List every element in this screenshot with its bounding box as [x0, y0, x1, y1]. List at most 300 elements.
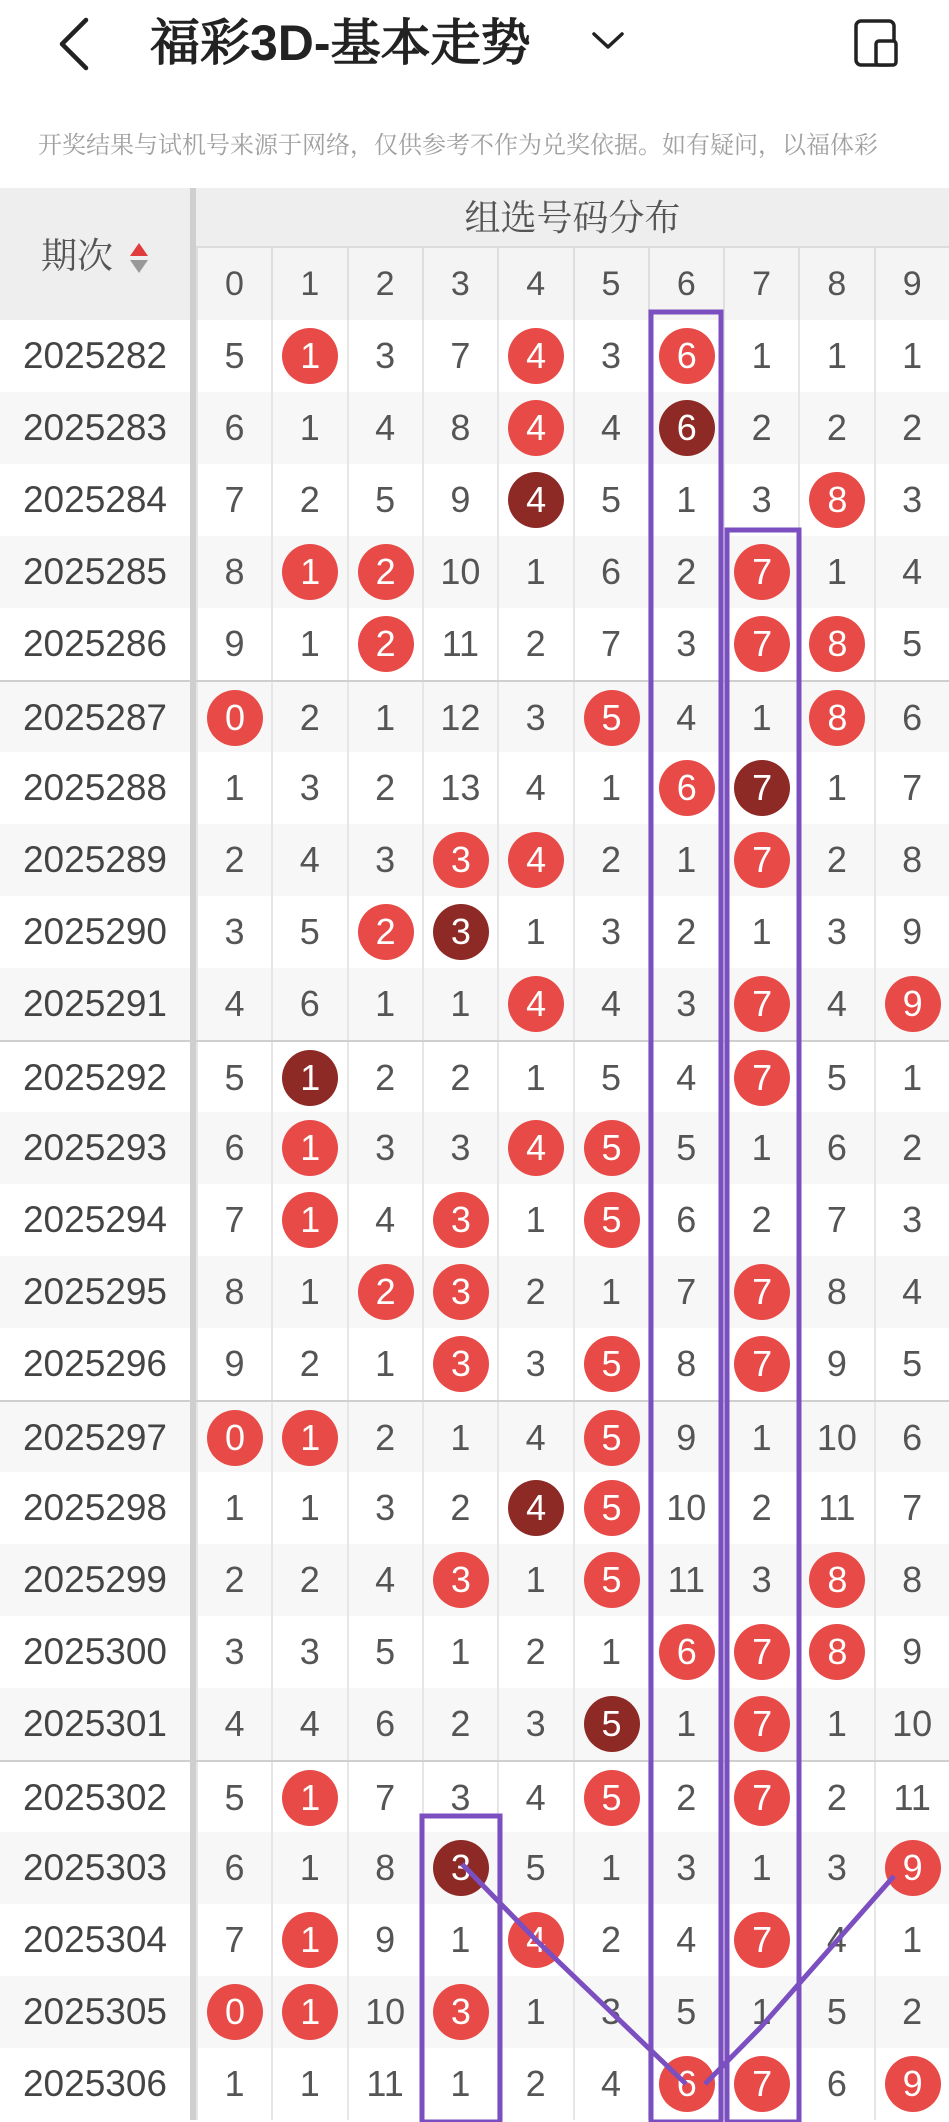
omission-cell-3: 13 — [422, 752, 497, 824]
chevron-left-icon — [52, 14, 100, 74]
omission-cell-9: 1 — [874, 320, 949, 392]
omission-cell-0: 5 — [196, 1762, 271, 1834]
repeat-number-ball: 3 — [433, 904, 489, 960]
omission-cell-6: 2 — [648, 1762, 723, 1834]
omission-cell-6: 8 — [648, 1328, 723, 1400]
drawn-number-ball: 5 — [584, 1480, 640, 1536]
drawn-number-ball: 1 — [282, 544, 338, 600]
digit-header-1: 1 — [271, 248, 346, 320]
drawn-number-ball: 7 — [734, 1050, 790, 1106]
hit-cell-7 — [723, 1616, 798, 1688]
omission-cell-1: 4 — [271, 824, 346, 896]
omission-cell-7: 1 — [723, 1402, 798, 1474]
hit-cell-1 — [271, 1042, 346, 1114]
omission-cell-2: 6 — [347, 1688, 422, 1760]
issue-number: 2025302 — [0, 1762, 196, 1834]
hit-cell-4 — [497, 392, 572, 464]
table-row — [0, 1400, 949, 1472]
omission-cell-2: 4 — [347, 1544, 422, 1616]
issue-number: 2025298 — [0, 1472, 196, 1544]
drawn-number-ball: 1 — [282, 1410, 338, 1466]
drawn-number-ball: 0 — [207, 1984, 263, 2040]
omission-cell-9: 4 — [874, 1256, 949, 1328]
table-row — [0, 392, 949, 464]
omission-cell-1: 3 — [271, 752, 346, 824]
drawn-number-ball: 7 — [734, 1770, 790, 1826]
issue-number: 2025285 — [0, 536, 196, 608]
hit-cell-5 — [573, 1402, 648, 1474]
hit-cell-7 — [723, 1688, 798, 1760]
omission-cell-3: 12 — [422, 682, 497, 754]
drawn-number-ball: 6 — [659, 760, 715, 816]
digit-header-3: 3 — [422, 248, 497, 320]
repeat-number-ball: 4 — [508, 472, 564, 528]
omission-cell-9: 3 — [874, 1184, 949, 1256]
hit-cell-8 — [798, 1544, 873, 1616]
drawn-number-ball: 2 — [358, 616, 414, 672]
table-row — [0, 1472, 949, 1544]
omission-cell-3: 9 — [422, 464, 497, 536]
omission-cell-0: 2 — [196, 824, 271, 896]
omission-cell-2: 7 — [347, 1762, 422, 1834]
drawn-number-ball: 6 — [659, 328, 715, 384]
omission-cell-5: 2 — [573, 824, 648, 896]
omission-cell-6: 5 — [648, 1112, 723, 1184]
drawn-number-ball: 7 — [734, 2056, 790, 2112]
trend-table — [0, 188, 949, 2122]
omission-cell-4: 4 — [497, 1762, 572, 1834]
hit-cell-8 — [798, 1616, 873, 1688]
issue-number: 2025306 — [0, 2048, 196, 2120]
drawn-number-ball: 8 — [809, 1552, 865, 1608]
hit-cell-7 — [723, 2048, 798, 2120]
issue-number: 2025296 — [0, 1328, 196, 1400]
omission-cell-6: 4 — [648, 1042, 723, 1114]
omission-cell-8: 2 — [798, 824, 873, 896]
table-row — [0, 896, 949, 968]
drawn-number-ball: 1 — [282, 1770, 338, 1826]
omission-cell-0: 7 — [196, 464, 271, 536]
table-row — [0, 536, 949, 608]
omission-cell-6: 7 — [648, 1256, 723, 1328]
back-button[interactable] — [52, 14, 100, 74]
sort-icon[interactable] — [129, 241, 149, 275]
drawn-number-ball: 9 — [885, 976, 941, 1032]
omission-cell-8: 3 — [798, 896, 873, 968]
omission-cell-2: 3 — [347, 1472, 422, 1544]
digit-header-row — [196, 248, 949, 320]
hit-cell-7 — [723, 1256, 798, 1328]
repeat-number-ball: 3 — [433, 1840, 489, 1896]
drawn-number-ball: 4 — [508, 328, 564, 384]
digit-header-7: 7 — [723, 248, 798, 320]
omission-cell-0: 6 — [196, 1832, 271, 1904]
hit-cell-0 — [196, 1402, 271, 1474]
omission-cell-3: 8 — [422, 392, 497, 464]
omission-cell-9: 5 — [874, 608, 949, 680]
hit-cell-6 — [648, 752, 723, 824]
omission-cell-5: 5 — [573, 1042, 648, 1114]
table-row — [0, 464, 949, 536]
omission-cell-9: 6 — [874, 1402, 949, 1474]
digit-header-2: 2 — [347, 248, 422, 320]
omission-cell-6: 6 — [648, 1184, 723, 1256]
issue-number: 2025297 — [0, 1402, 196, 1474]
omission-cell-4: 3 — [497, 682, 572, 754]
omission-cell-1: 1 — [271, 608, 346, 680]
hit-cell-9 — [874, 968, 949, 1040]
hit-cell-3 — [422, 1544, 497, 1616]
drawn-number-ball: 1 — [282, 328, 338, 384]
digit-header-8: 8 — [798, 248, 873, 320]
issue-number: 2025305 — [0, 1976, 196, 2048]
omission-cell-7: 2 — [723, 1184, 798, 1256]
hit-cell-1 — [271, 536, 346, 608]
drawn-number-ball: 3 — [433, 1264, 489, 1320]
omission-cell-3: 7 — [422, 320, 497, 392]
omission-cell-9: 11 — [874, 1762, 949, 1834]
table-row — [0, 752, 949, 824]
omission-cell-5: 1 — [573, 1616, 648, 1688]
omission-cell-4: 1 — [497, 1976, 572, 2048]
hit-cell-8 — [798, 608, 873, 680]
omission-cell-0: 5 — [196, 320, 271, 392]
omission-cell-6: 10 — [648, 1472, 723, 1544]
drawn-number-ball: 3 — [433, 1552, 489, 1608]
omission-cell-2: 5 — [347, 1616, 422, 1688]
omission-cell-1: 1 — [271, 1472, 346, 1544]
hit-cell-7 — [723, 824, 798, 896]
omission-cell-6: 3 — [648, 608, 723, 680]
issue-number: 2025295 — [0, 1256, 196, 1328]
drawn-number-ball: 3 — [433, 1336, 489, 1392]
omission-cell-2: 3 — [347, 1112, 422, 1184]
issue-number: 2025288 — [0, 752, 196, 824]
chevron-down-icon — [588, 20, 628, 60]
drawn-number-ball: 5 — [584, 1192, 640, 1248]
hit-cell-4 — [497, 968, 572, 1040]
omission-cell-8: 4 — [798, 1904, 873, 1976]
issue-number: 2025289 — [0, 824, 196, 896]
device-switch-icon — [852, 18, 904, 70]
omission-cell-4: 3 — [497, 1328, 572, 1400]
omission-cell-6: 1 — [648, 1688, 723, 1760]
hit-cell-7 — [723, 1042, 798, 1114]
omission-cell-3: 3 — [422, 1112, 497, 1184]
table-row — [0, 1328, 949, 1400]
hit-cell-2 — [347, 536, 422, 608]
omission-cell-3: 3 — [422, 1762, 497, 1834]
drawn-number-ball: 7 — [734, 1336, 790, 1392]
omission-cell-8: 3 — [798, 1832, 873, 1904]
issue-column-header[interactable] — [0, 188, 196, 320]
omission-cell-0: 3 — [196, 1616, 271, 1688]
drawn-number-ball: 2 — [358, 904, 414, 960]
drawn-number-ball: 3 — [433, 1984, 489, 2040]
disclaimer-notice: 开奖结果与试机号来源于网络，仅供参考不作为兑奖依据。如有疑问，以福体彩 — [38, 132, 878, 159]
omission-cell-8: 2 — [798, 1762, 873, 1834]
drawn-number-ball: 5 — [584, 1120, 640, 1176]
omission-cell-7: 1 — [723, 1976, 798, 2048]
repeat-number-ball: 6 — [659, 400, 715, 456]
table-row — [0, 680, 949, 752]
omission-cell-2: 1 — [347, 1328, 422, 1400]
omission-cell-7: 1 — [723, 682, 798, 754]
device-switch-button[interactable] — [852, 18, 904, 70]
omission-cell-8: 2 — [798, 392, 873, 464]
omission-cell-8: 9 — [798, 1328, 873, 1400]
omission-cell-1: 4 — [271, 1688, 346, 1760]
issue-number: 2025292 — [0, 1042, 196, 1114]
omission-cell-8: 5 — [798, 1976, 873, 2048]
title-dropdown-button[interactable] — [588, 20, 628, 60]
omission-cell-5: 6 — [573, 536, 648, 608]
omission-cell-7: 1 — [723, 320, 798, 392]
omission-cell-6: 5 — [648, 1976, 723, 2048]
omission-cell-3: 2 — [422, 1472, 497, 1544]
omission-cell-2: 9 — [347, 1904, 422, 1976]
omission-cell-5: 4 — [573, 2048, 648, 2120]
omission-cell-9: 7 — [874, 752, 949, 824]
omission-cell-0: 1 — [196, 752, 271, 824]
omission-cell-3: 1 — [422, 1616, 497, 1688]
hit-cell-1 — [271, 1112, 346, 1184]
drawn-number-ball: 0 — [207, 1410, 263, 1466]
hit-cell-4 — [497, 1112, 572, 1184]
omission-cell-1: 2 — [271, 464, 346, 536]
hit-cell-2 — [347, 1256, 422, 1328]
drawn-number-ball: 7 — [734, 544, 790, 600]
hit-cell-7 — [723, 536, 798, 608]
hit-cell-7 — [723, 968, 798, 1040]
omission-cell-4: 2 — [497, 1256, 572, 1328]
omission-cell-7: 2 — [723, 392, 798, 464]
table-row — [0, 1544, 949, 1616]
omission-cell-3: 1 — [422, 968, 497, 1040]
omission-cell-9: 8 — [874, 824, 949, 896]
omission-cell-5: 4 — [573, 968, 648, 1040]
omission-cell-0: 9 — [196, 1328, 271, 1400]
omission-cell-8: 10 — [798, 1402, 873, 1474]
omission-cell-2: 4 — [347, 392, 422, 464]
omission-cell-8: 1 — [798, 752, 873, 824]
omission-cell-0: 2 — [196, 1544, 271, 1616]
issue-header-label: 期次 — [40, 235, 113, 276]
hit-cell-1 — [271, 1402, 346, 1474]
omission-cell-2: 5 — [347, 464, 422, 536]
omission-cell-0: 7 — [196, 1904, 271, 1976]
omission-cell-5: 1 — [573, 1256, 648, 1328]
omission-cell-0: 6 — [196, 392, 271, 464]
omission-cell-5: 3 — [573, 1976, 648, 2048]
hit-cell-5 — [573, 1184, 648, 1256]
omission-cell-2: 2 — [347, 752, 422, 824]
omission-cell-0: 4 — [196, 1688, 271, 1760]
omission-cell-4: 3 — [497, 1688, 572, 1760]
table-row — [0, 1616, 949, 1688]
omission-cell-3: 1 — [422, 2048, 497, 2120]
omission-cell-1: 1 — [271, 1832, 346, 1904]
hit-cell-7 — [723, 1328, 798, 1400]
omission-cell-2: 2 — [347, 1402, 422, 1474]
omission-cell-1: 1 — [271, 2048, 346, 2120]
omission-cell-2: 1 — [347, 968, 422, 1040]
drawn-number-ball: 4 — [508, 1912, 564, 1968]
hit-cell-7 — [723, 1762, 798, 1834]
omission-cell-7: 2 — [723, 1472, 798, 1544]
issue-number: 2025301 — [0, 1688, 196, 1760]
drawn-number-ball: 5 — [584, 690, 640, 746]
table-row — [0, 1112, 949, 1184]
table-row — [0, 1688, 949, 1760]
table-row — [0, 1256, 949, 1328]
drawn-number-ball: 7 — [734, 976, 790, 1032]
omission-cell-7: 3 — [723, 1544, 798, 1616]
drawn-number-ball: 7 — [734, 1696, 790, 1752]
omission-cell-7: 1 — [723, 1112, 798, 1184]
omission-cell-6: 1 — [648, 464, 723, 536]
hit-cell-1 — [271, 1904, 346, 1976]
omission-cell-0: 6 — [196, 1112, 271, 1184]
omission-cell-6: 3 — [648, 968, 723, 1040]
issue-number: 2025303 — [0, 1832, 196, 1904]
table-row — [0, 824, 949, 896]
hit-cell-7 — [723, 1904, 798, 1976]
drawn-number-ball: 7 — [734, 616, 790, 672]
omission-cell-9: 8 — [874, 1544, 949, 1616]
omission-cell-9: 2 — [874, 1976, 949, 2048]
omission-cell-0: 1 — [196, 2048, 271, 2120]
drawn-number-ball: 0 — [207, 690, 263, 746]
drawn-number-ball: 1 — [282, 1120, 338, 1176]
drawn-number-ball: 3 — [433, 832, 489, 888]
omission-cell-2: 8 — [347, 1832, 422, 1904]
drawn-number-ball: 8 — [809, 1624, 865, 1680]
omission-cell-6: 1 — [648, 824, 723, 896]
table-row — [0, 1904, 949, 1976]
omission-cell-8: 1 — [798, 536, 873, 608]
hit-cell-2 — [347, 608, 422, 680]
omission-cell-5: 7 — [573, 608, 648, 680]
digit-header-9: 9 — [874, 248, 949, 320]
omission-cell-5: 5 — [573, 464, 648, 536]
issue-number: 2025304 — [0, 1904, 196, 1976]
omission-cell-9: 3 — [874, 464, 949, 536]
hit-cell-3 — [422, 1256, 497, 1328]
drawn-number-ball: 4 — [508, 832, 564, 888]
omission-cell-6: 2 — [648, 536, 723, 608]
omission-cell-8: 7 — [798, 1184, 873, 1256]
omission-cell-3: 2 — [422, 1042, 497, 1114]
omission-cell-9: 1 — [874, 1904, 949, 1976]
hit-cell-1 — [271, 320, 346, 392]
drawn-number-ball: 4 — [508, 1120, 564, 1176]
hit-cell-5 — [573, 1544, 648, 1616]
omission-cell-2: 11 — [347, 2048, 422, 2120]
omission-cell-9: 9 — [874, 1616, 949, 1688]
drawn-number-ball: 7 — [734, 1624, 790, 1680]
hit-cell-3 — [422, 1328, 497, 1400]
omission-cell-3: 2 — [422, 1688, 497, 1760]
omission-cell-8: 8 — [798, 1256, 873, 1328]
omission-cell-4: 1 — [497, 536, 572, 608]
drawn-number-ball: 8 — [809, 472, 865, 528]
issue-number: 2025284 — [0, 464, 196, 536]
drawn-number-ball: 8 — [809, 690, 865, 746]
omission-cell-2: 2 — [347, 1042, 422, 1114]
omission-cell-2: 3 — [347, 320, 422, 392]
hit-cell-3 — [422, 896, 497, 968]
omission-cell-3: 1 — [422, 1904, 497, 1976]
page-title: 福彩3D-基本走势 — [150, 15, 531, 71]
omission-cell-9: 2 — [874, 392, 949, 464]
drawn-number-ball: 5 — [584, 1552, 640, 1608]
omission-cell-1: 2 — [271, 682, 346, 754]
omission-cell-0: 7 — [196, 1184, 271, 1256]
hit-cell-7 — [723, 752, 798, 824]
digit-header-5: 5 — [573, 248, 648, 320]
omission-cell-6: 3 — [648, 1832, 723, 1904]
hit-cell-5 — [573, 1762, 648, 1834]
hit-cell-3 — [422, 1184, 497, 1256]
repeat-number-ball: 4 — [508, 1480, 564, 1536]
hit-cell-5 — [573, 1112, 648, 1184]
omission-cell-8: 5 — [798, 1042, 873, 1114]
hit-cell-6 — [648, 1616, 723, 1688]
hit-cell-5 — [573, 1328, 648, 1400]
omission-cell-0: 9 — [196, 608, 271, 680]
table-row — [0, 320, 949, 392]
omission-cell-4: 1 — [497, 1544, 572, 1616]
drawn-number-ball: 6 — [659, 2056, 715, 2112]
table-row — [0, 608, 949, 680]
omission-cell-8: 11 — [798, 1472, 873, 1544]
omission-cell-4: 1 — [497, 1184, 572, 1256]
digit-header-0: 0 — [196, 248, 271, 320]
omission-cell-5: 3 — [573, 896, 648, 968]
hit-cell-3 — [422, 1976, 497, 2048]
omission-cell-9: 6 — [874, 682, 949, 754]
omission-cell-6: 2 — [648, 896, 723, 968]
omission-cell-4: 2 — [497, 2048, 572, 2120]
drawn-number-ball: 7 — [734, 832, 790, 888]
hit-cell-4 — [497, 1472, 572, 1544]
omission-cell-5: 1 — [573, 752, 648, 824]
hit-cell-5 — [573, 1472, 648, 1544]
drawn-number-ball: 2 — [358, 544, 414, 600]
table-row — [0, 968, 949, 1040]
issue-number: 2025300 — [0, 1616, 196, 1688]
omission-cell-0: 3 — [196, 896, 271, 968]
hit-cell-9 — [874, 2048, 949, 2120]
table-row — [0, 1832, 949, 1904]
hit-cell-1 — [271, 1184, 346, 1256]
hit-cell-5 — [573, 682, 648, 754]
drawn-number-ball: 9 — [885, 1840, 941, 1896]
digit-header-6: 6 — [648, 248, 723, 320]
omission-cell-4: 5 — [497, 1832, 572, 1904]
hit-cell-0 — [196, 682, 271, 754]
omission-cell-5: 1 — [573, 1832, 648, 1904]
omission-cell-8: 1 — [798, 320, 873, 392]
omission-cell-4: 4 — [497, 1402, 572, 1474]
omission-cell-9: 9 — [874, 896, 949, 968]
repeat-number-ball: 1 — [282, 1050, 338, 1106]
table-row — [0, 1976, 949, 2048]
hit-cell-4 — [497, 464, 572, 536]
omission-cell-0: 8 — [196, 1256, 271, 1328]
issue-number: 2025293 — [0, 1112, 196, 1184]
